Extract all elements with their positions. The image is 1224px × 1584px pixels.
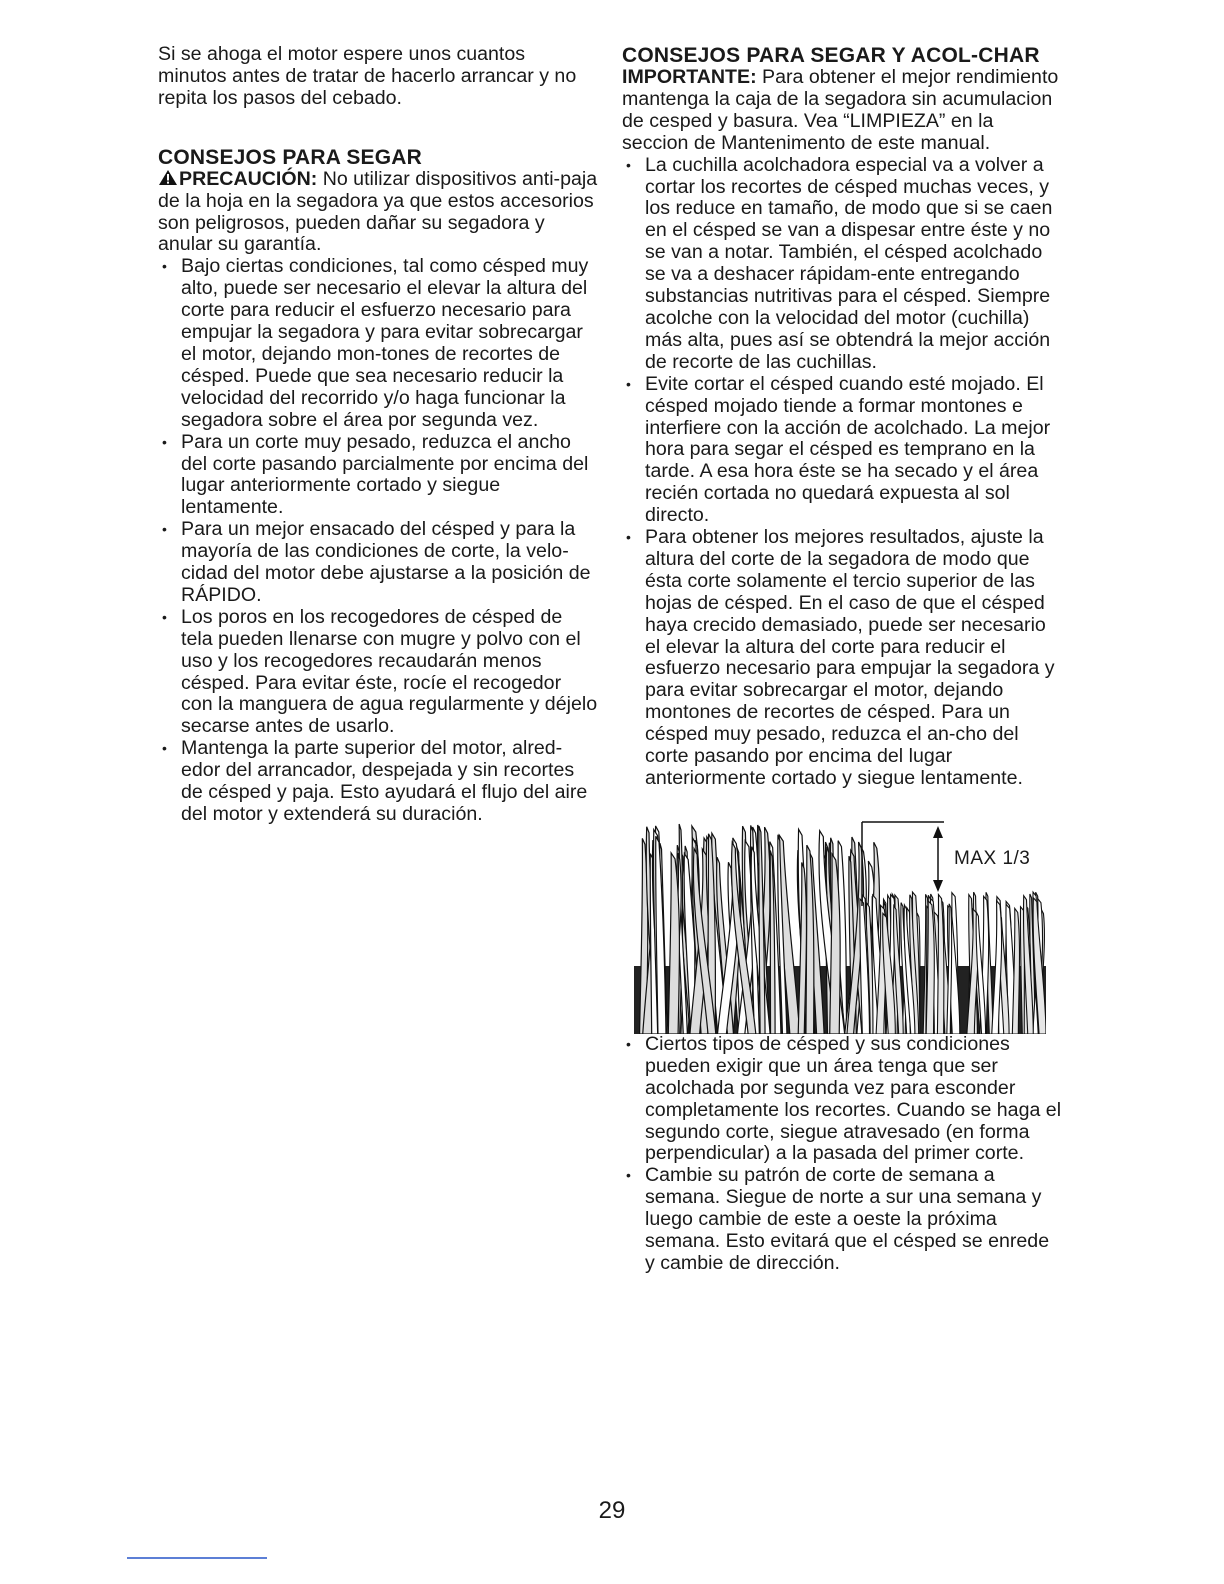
important-label: IMPORTANTE: [622, 66, 757, 88]
mulching-tips-heading: CONSEJOS PARA SEGAR Y ACOL-CHAR [622, 44, 1040, 67]
tall-grass-blade [668, 853, 679, 1034]
warning-triangle-icon [158, 169, 178, 186]
grass-height-illustration [634, 816, 1046, 1034]
mowing-tips-heading: CONSEJOS PARA SEGAR [158, 145, 423, 169]
tall-grass-blade [759, 826, 765, 1034]
list-item: • Los poros en los recogedores de césped de tela pueden llenarse con mugre y polvo con el uso y los recogedores recaudarán menos césped. Para evitar éste, rocíe el recogedor con la manguera de agua regularmente y déjelo secarse antes de usarlo. [162, 605, 598, 738]
list-item: • Mantenga la parte superior del motor, alred-edor del arrancador, despejada y sin recortes de césped y paja. Esto ayudará el flujo del aire del motor y extenderá su duración. [162, 737, 588, 825]
right-column [622, 44, 1064, 1275]
arrow-up-icon [933, 826, 943, 838]
cut-grass-blade [937, 894, 943, 1033]
list-item: • La cuchilla acolchadora especial va a volver a cortar los recortes de césped muchas veces, y los reduce en tamaño, de modo que si se caen en el césped se van a dispesar entre éste y no se van a notar. También, el césped acolchado se va a deshacer rápidam-ente entregando substancias nutritivas para el césped. Siempre acolche con la velocidad del motor (cuchilla) más alta, pues así se obtendrá la mejor acción de recorte de las cuchillas. [626, 153, 1053, 373]
bullet-dot-icon: • [162, 740, 167, 757]
list-item: • Bajo ciertas condiciones, tal como césped muy alto, puede ser necesario el elevar la altura del corte para reducir el esfuerzo necesario para empujar la segadora y para evitar sobrecargar el motor, dejando mon-tones de recortes de césped. Puede que sea necesario reducir la velocidad del recorrido y/o haga funcionar la segadora sobre el área por segunda vez. [162, 255, 589, 431]
bullet-dot-icon: • [626, 1035, 631, 1052]
max-one-third-label: MAX 1/3 [954, 847, 1031, 869]
list-item: • Ciertos tipos de césped y sus condiciones pueden exigir que un área tenga que ser acolchada por segunda vez para esconder completamente los recortes. Cuando se haga el segundo corte, siegue atravesado (en forma perpendicular) a la pasada del primer corte. [626, 1032, 1062, 1165]
intro-paragraph: Si se ahoga el motor espere unos cuantos minutos antes de tratar de hacerlo arrancar y no repita los pasos del cebado. [158, 43, 577, 109]
list-item: • Evite cortar el césped cuando esté mojado. El césped mojado tiende a formar montones e interfiere con la acción de acolchado. La mejor hora para segar el césped es temprano en la tarde. A esa hora éste se ha secado y el área recién cortada no quedará expuesta al sol directo. [626, 372, 1051, 527]
additional-tips-list [622, 1034, 1064, 1275]
bullet-dot-icon: • [162, 608, 167, 625]
important-text: Para obtener el mejor rendimiento mantenga la caja de la segadora sin acumulacion de cesped y basura. Vea “LIMPIEZA” en la seccion de Mantenimento de este manual. [622, 66, 1059, 154]
caution-label: PRECAUCIÓN: [179, 167, 318, 190]
caution-text: No utilizar dispositivos anti-paja de la hoja en la segadora ya que estos accesorios son peligrosos, pueden dañar su segadora y anular su garantía. [158, 167, 598, 256]
bullet-dot-icon: • [626, 1167, 631, 1184]
bullet-dot-icon: • [162, 521, 167, 538]
caution-paragraph [158, 169, 598, 257]
footer-rule [127, 1557, 267, 1559]
arrow-down-icon [933, 880, 943, 892]
bullet-dot-icon: • [162, 258, 167, 275]
list-item: • Para un mejor ensacado del césped y para la mayoría de las condiciones de corte, la velo-cidad del motor debe ajustarse a la posición de RÁPIDO. [162, 518, 591, 606]
bullet-dot-icon: • [626, 375, 631, 392]
important-paragraph [622, 67, 1064, 155]
page-number: 29 [598, 1497, 626, 1524]
mulching-tips-list [622, 155, 1064, 790]
bullet-dot-icon: • [626, 529, 631, 546]
list-item: • Para un corte muy pesado, reduzca el ancho del corte pasando parcialmente por encima del lugar anteriormente cortado y siegue lentamente. [162, 430, 589, 519]
list-item: • Para obtener los mejores resultados, ajuste la altura del corte de la segadora de modo que ésta corte solamente el tercio superior de las hojas de césped. En el caso de que el césped haya crecido demasiado, puede ser necesario el elevar la altura del corte para reducir el esfuerzo necesario para empujar la segadora y para evitar sobrecargar el motor, dejando montones de recortes de césped. Para un césped muy pesado, reduzca el an-cho del corte pasando por encima del lugar anteriormente cortado y siegue lentamente. [626, 526, 1055, 789]
mowing-tips-list [158, 256, 598, 826]
list-item: • Cambie su patrón de corte de semana a semana. Siegue de norte a sur una semana y luego cambie de este a oeste la próxima semana. Esto evitará que el césped se enrede y cambie de dirección. [626, 1164, 1050, 1274]
left-column [158, 44, 598, 826]
bullet-dot-icon: • [626, 156, 631, 173]
bullet-dot-icon: • [162, 433, 167, 450]
